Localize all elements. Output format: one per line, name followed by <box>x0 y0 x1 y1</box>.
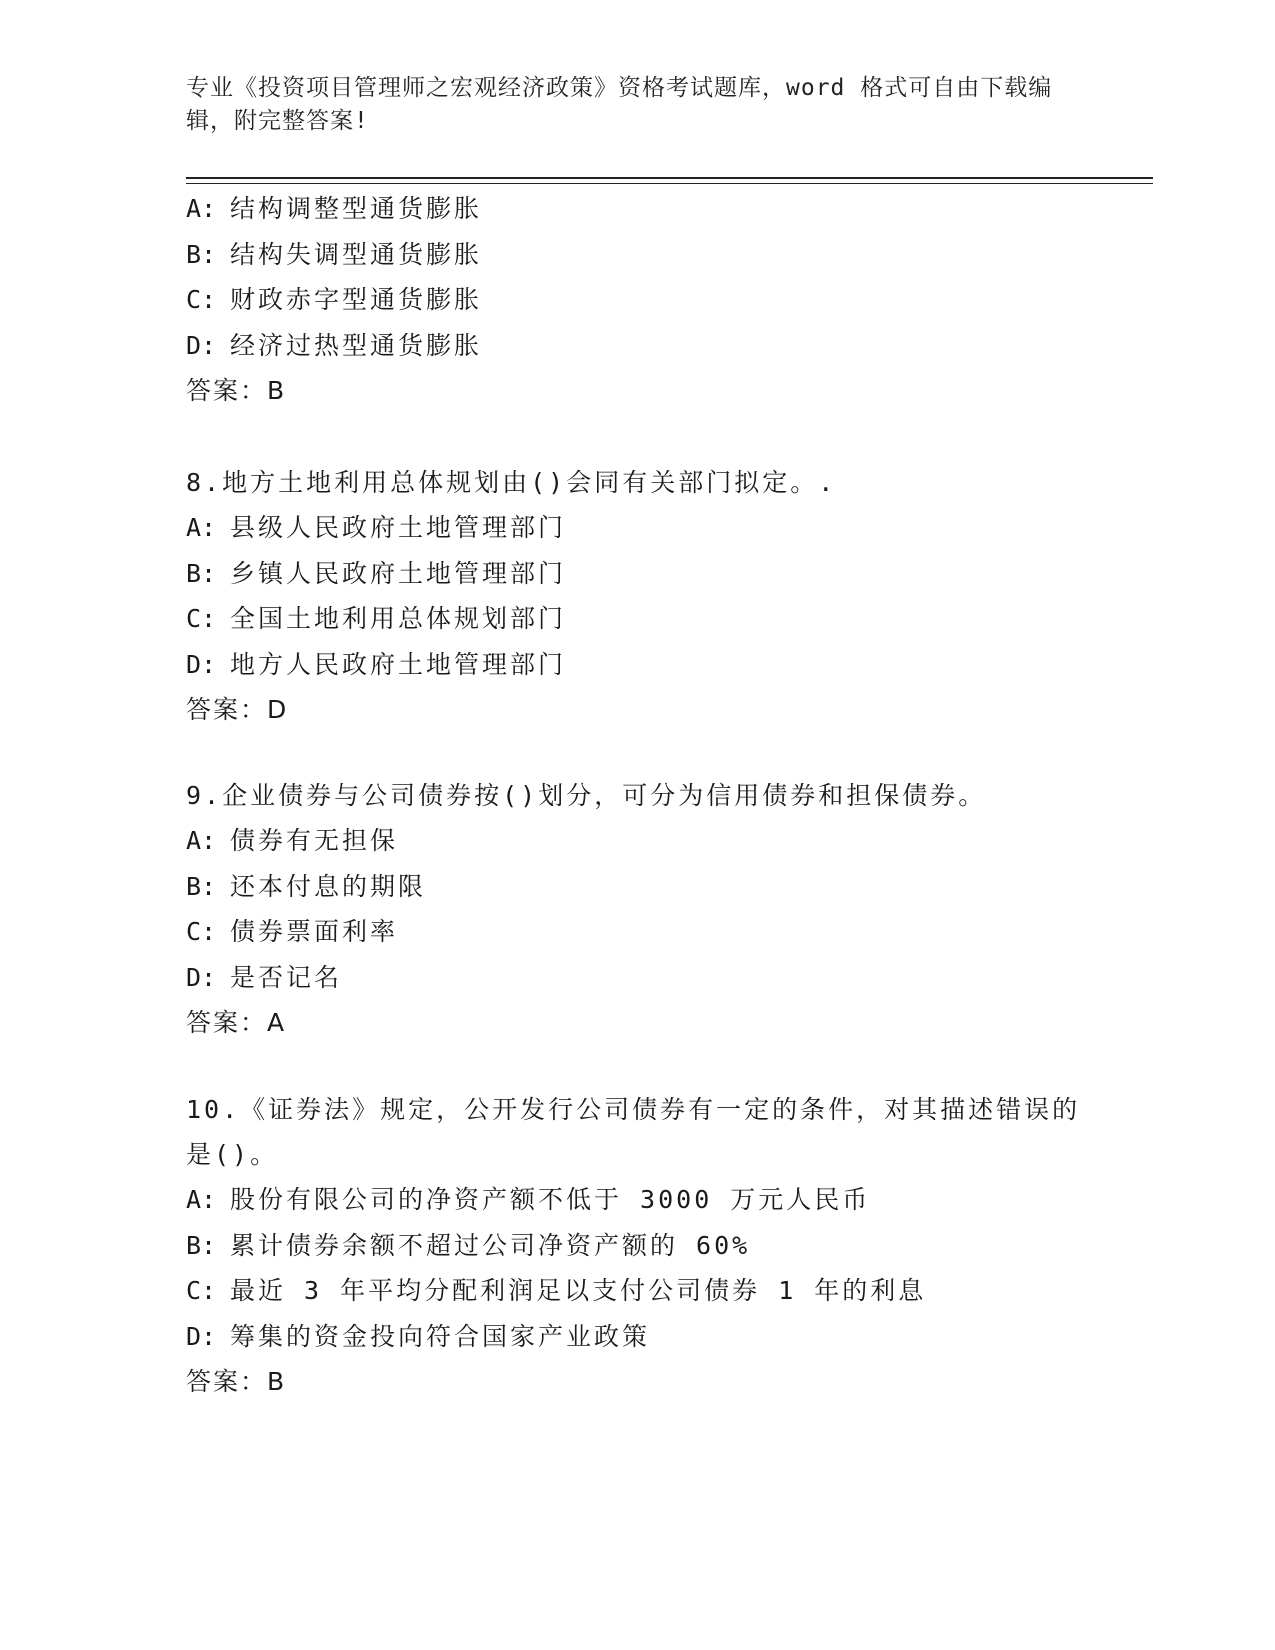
option-b <box>186 551 1086 597</box>
option-text: 结构调整型通货膨胀 <box>230 194 483 223</box>
document-header: 专业《投资项目管理师之宏观经济政策》资格考试题库，word 格式可自由下载编辑，附完整答案! <box>186 75 1053 134</box>
option-letter: C: <box>186 285 217 314</box>
option-letter: A: <box>186 513 217 542</box>
option-letter: A: <box>186 826 217 855</box>
option-text: 经济过热型通货膨胀 <box>230 330 483 360</box>
question-stem: 10.《证券法》规定，公开发行公司债券有一定的条件，对其描述错误的是()。 <box>186 1095 1081 1169</box>
question-7 <box>186 186 1086 414</box>
option-letter: A: <box>186 1185 217 1214</box>
option-letter: B: <box>186 558 217 588</box>
header-divider <box>186 177 1153 179</box>
option-c <box>186 909 1086 955</box>
option-letter: B: <box>186 1230 217 1260</box>
option-letter: B: <box>186 871 217 901</box>
option-text: 筹集的资金投向符合国家产业政策 <box>230 1321 651 1351</box>
option-text: 是否记名 <box>230 962 343 992</box>
option-letter: A: <box>186 194 217 223</box>
option-a <box>186 505 1086 551</box>
option-a <box>186 186 1086 232</box>
option-text: 债券有无担保 <box>230 826 399 855</box>
answer: 答案：A <box>186 1008 287 1037</box>
option-b <box>186 864 1086 910</box>
answer: 答案：B <box>186 376 287 405</box>
option-letter: B: <box>186 239 217 269</box>
question-10 <box>186 1087 1086 1405</box>
option-text: 股份有限公司的净资产额不低于 3000 万元人民币 <box>230 1185 871 1214</box>
option-text: 地方人民政府土地管理部门 <box>230 649 567 679</box>
option-c <box>186 596 1086 642</box>
option-text: 财政赤字型通货膨胀 <box>230 285 483 314</box>
option-text: 县级人民政府土地管理部门 <box>230 513 567 542</box>
option-text: 结构失调型通货膨胀 <box>230 239 483 269</box>
option-d <box>186 323 1086 369</box>
header-divider-thin <box>186 183 1153 184</box>
option-letter: D: <box>186 649 217 679</box>
question-8 <box>186 460 1086 733</box>
option-a <box>186 818 1086 864</box>
option-letter: D: <box>186 1321 217 1351</box>
question-stem: 8.地方土地利用总体规划由()会同有关部门拟定。. <box>186 468 837 497</box>
option-letter: C: <box>186 604 217 633</box>
option-d <box>186 642 1086 688</box>
answer: 答案：B <box>186 1367 287 1396</box>
option-text: 还本付息的期限 <box>230 871 427 901</box>
option-letter: C: <box>186 917 217 946</box>
option-text: 乡镇人民政府土地管理部门 <box>230 558 567 588</box>
option-a <box>186 1177 1086 1223</box>
option-b <box>186 1223 1086 1269</box>
option-text: 累计债券余额不超过公司净资产额的 60% <box>230 1230 751 1260</box>
answer: 答案：D <box>186 695 289 724</box>
option-letter: C: <box>186 1276 217 1305</box>
option-text: 最近 3 年平均分配利润足以支付公司债券 1 年的利息 <box>230 1276 927 1305</box>
option-text: 全国土地利用总体规划部门 <box>230 604 567 633</box>
option-letter: D: <box>186 330 217 360</box>
question-9 <box>186 773 1086 1046</box>
option-c <box>186 277 1086 323</box>
question-stem: 9.企业债券与公司债券按()划分，可分为信用债券和担保债券。 <box>186 781 987 810</box>
option-c <box>186 1268 1086 1314</box>
option-d <box>186 955 1086 1001</box>
option-text: 债券票面利率 <box>230 917 399 946</box>
option-b <box>186 232 1086 278</box>
option-letter: D: <box>186 962 217 992</box>
option-d <box>186 1314 1086 1360</box>
